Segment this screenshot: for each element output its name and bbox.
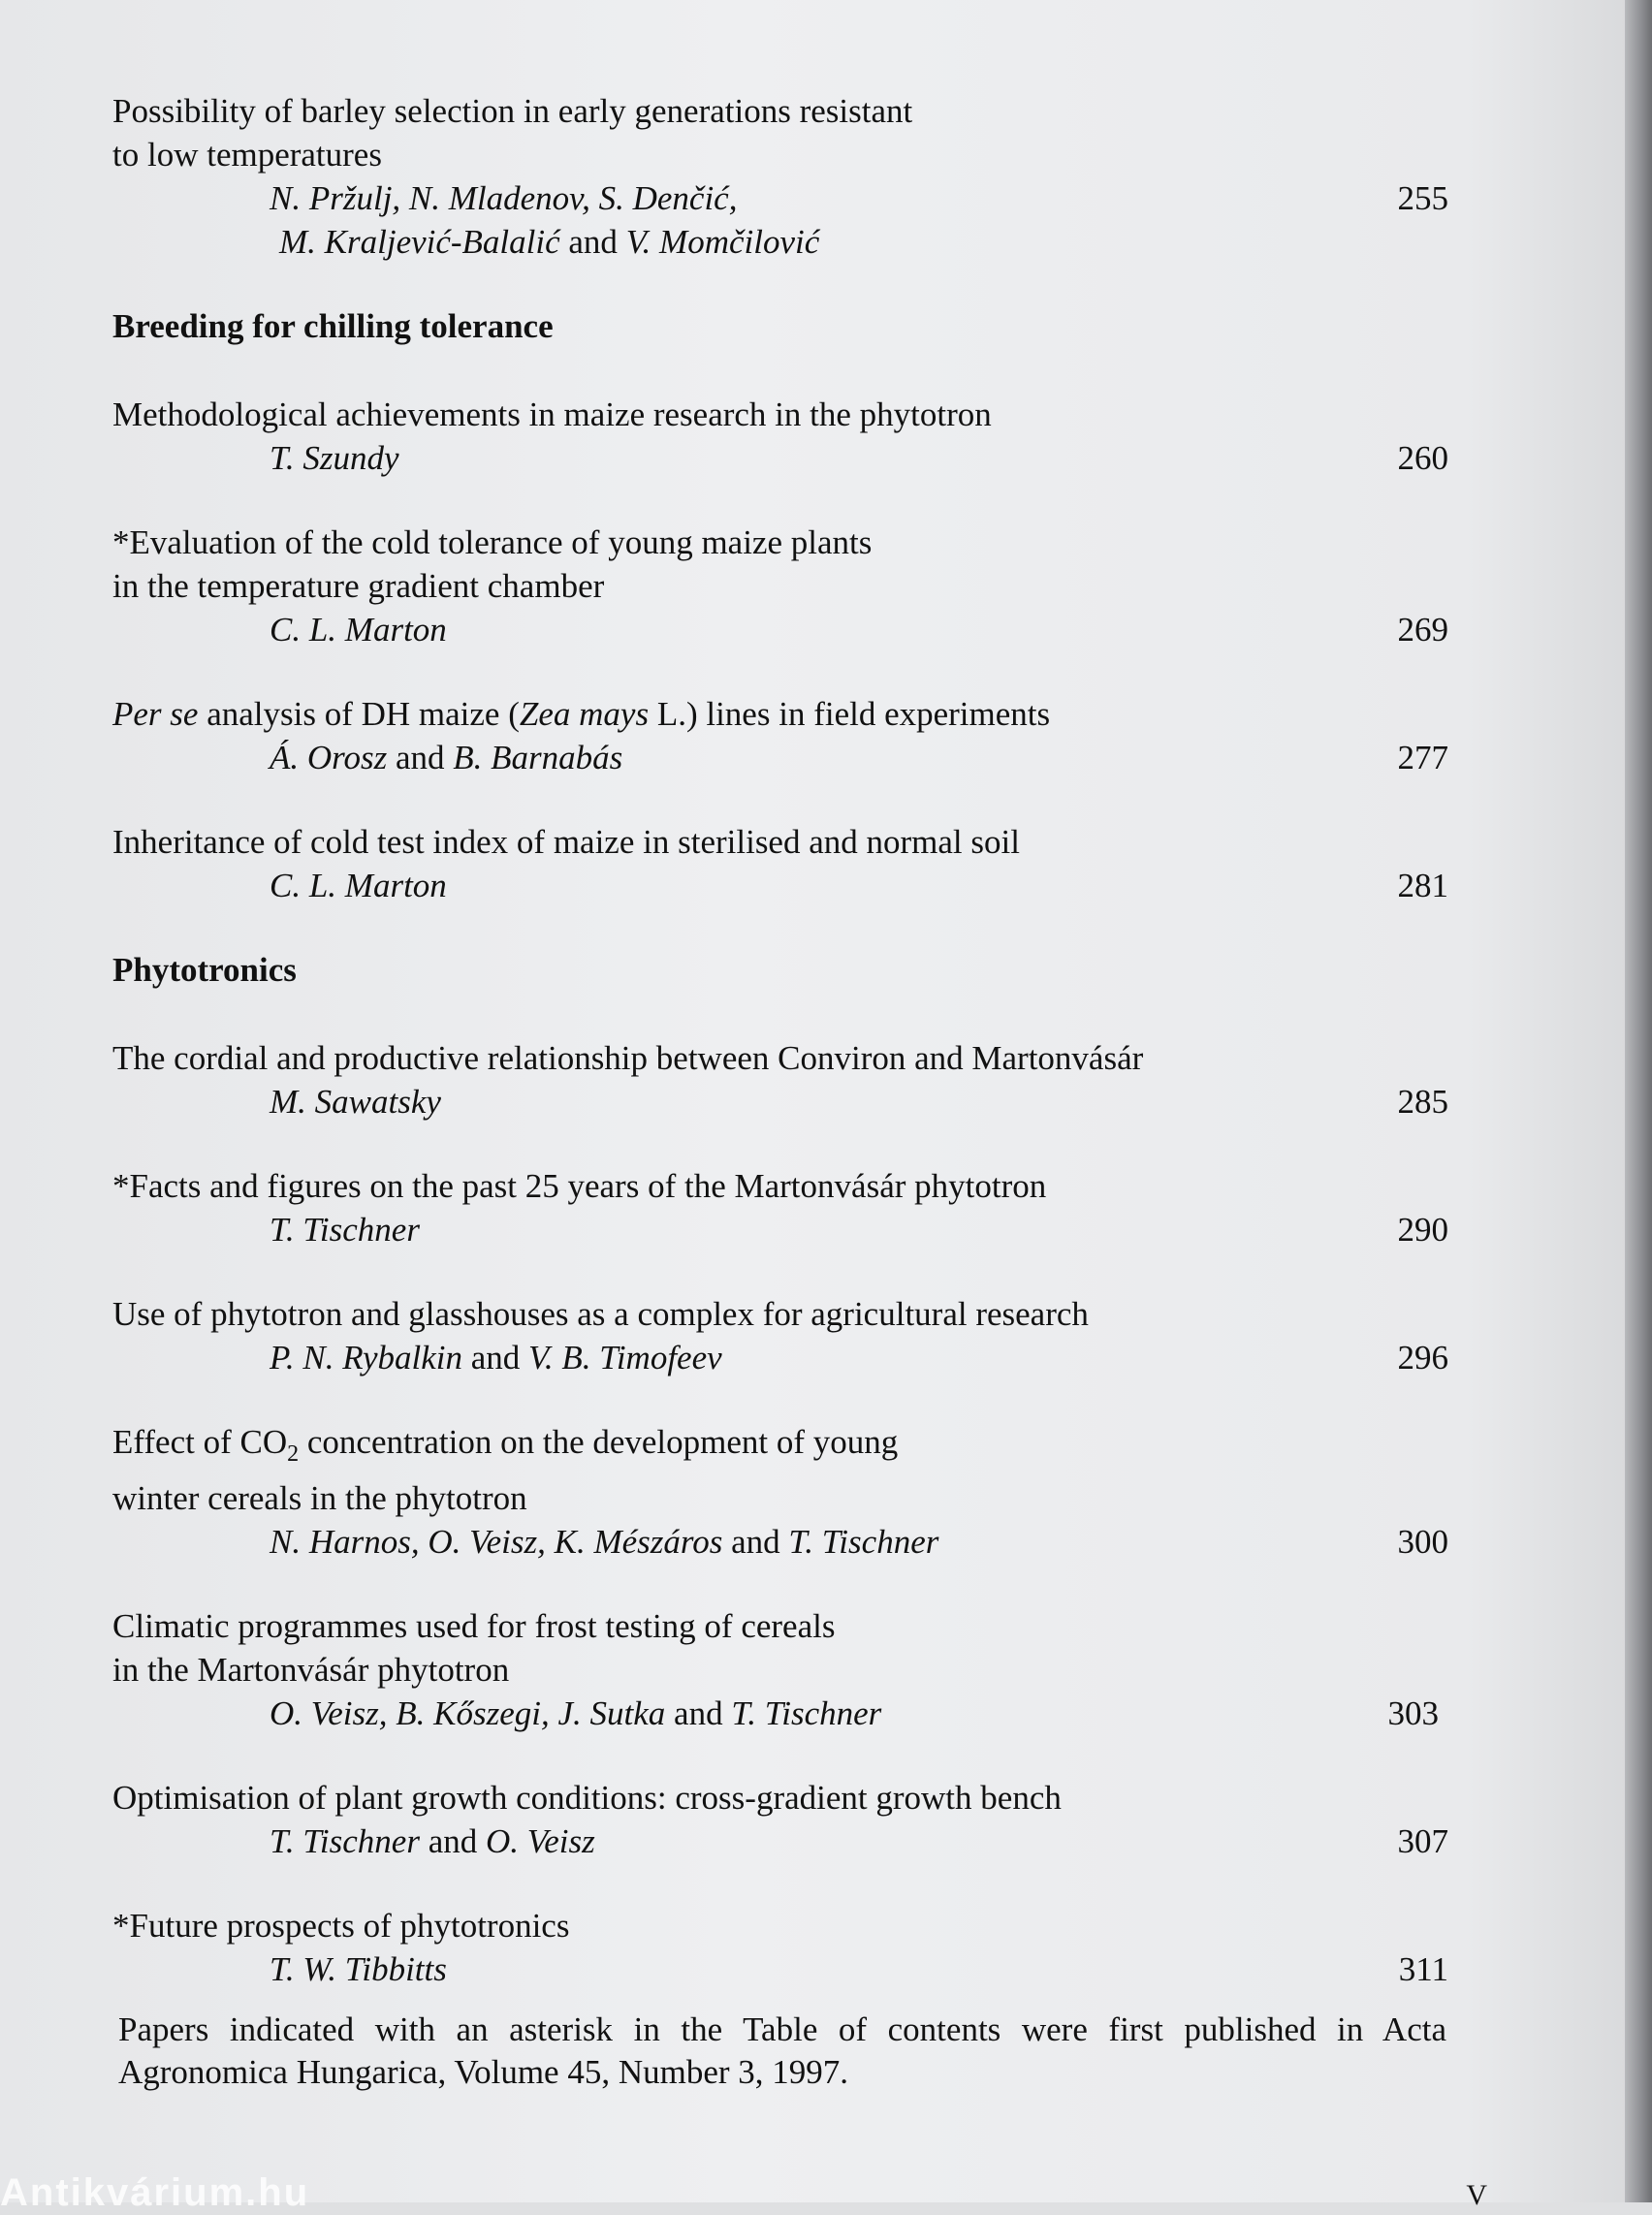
entry-page-number: 277 [1397, 739, 1448, 776]
entry-title: in the Martonvásár phytotron [112, 1651, 510, 1689]
toc-entry [112, 393, 1448, 480]
entry-title: Possibility of barley selection in early generations resistant [112, 92, 913, 130]
entry-title: Optimisation of plant growth conditions: cross-gradient growth bench [112, 1779, 1062, 1817]
entry-title: Climatic programmes used for frost testing of cereals [112, 1607, 836, 1645]
entry-title: *Future prospects of phytotronics [112, 1907, 570, 1945]
entry-page-number: 307 [1397, 1822, 1448, 1860]
toc-entry [112, 1292, 1448, 1379]
entry-page-number: 303 [1387, 1694, 1439, 1732]
footnote: Papers indicated with an asterisk in the Table of contents were first published in Acta Agronomica Hungarica, Volume 45, Number 3, 1997. [118, 2010, 1446, 2091]
entry-title: Methodological achievements in maize research in the phytotron [112, 396, 992, 433]
entry-title: *Facts and figures on the past 25 years of the Martonvásár phytotron [112, 1167, 1047, 1205]
section-heading: Phytotronics [112, 951, 297, 989]
section-heading: Breeding for chilling tolerance [112, 307, 554, 345]
entry-authors: T. W. Tibbitts [270, 1950, 447, 1988]
entry-page-number: 281 [1397, 867, 1448, 904]
entry-authors: T. Tischner and O. Veisz [270, 1822, 595, 1860]
entry-authors: C. L. Marton [270, 867, 447, 904]
entry-authors: Á. Orosz and B. Barnabás [270, 739, 623, 776]
entry-authors: O. Veisz, B. Kőszegi, J. Sutka and T. Tischner [270, 1694, 882, 1732]
entry-title: *Evaluation of the cold tolerance of young maize plants [112, 523, 873, 561]
entry-page-number: 255 [1397, 179, 1448, 217]
entry-authors: N. Pržulj, N. Mladenov, S. Denčić, [270, 179, 738, 217]
book-spine-shadow [1625, 0, 1652, 2202]
entry-page-number: 269 [1397, 611, 1448, 649]
toc-entry [112, 89, 1448, 264]
toc-entry [112, 692, 1448, 779]
entry-page-number: 285 [1397, 1083, 1448, 1121]
entry-authors: M. Kraljević-Balalić and V. Momčilović [279, 223, 820, 261]
entry-authors: M. Sawatsky [270, 1083, 441, 1121]
toc-entry [112, 1904, 1448, 1991]
entry-title: Inheritance of cold test index of maize in sterilised and normal soil [112, 823, 1020, 861]
entry-title: Effect of $CO_2$ concentration on the development of young [112, 1423, 899, 1467]
toc-entry [112, 1164, 1448, 1251]
entry-authors: T. Tischner [270, 1211, 420, 1249]
watermark: Antikvárium.hu [0, 2171, 310, 2214]
entry-authors: T. Szundy [270, 439, 399, 477]
toc-entry [112, 1604, 1448, 1735]
toc-entry [112, 820, 1448, 907]
entry-authors: C. L. Marton [270, 611, 447, 649]
entry-page-number: 300 [1397, 1523, 1448, 1561]
entry-title: winter cereals in the phytotron [112, 1479, 527, 1517]
entry-page-number: 311 [1398, 1950, 1448, 1988]
entry-authors: N. Harnos, O. Veisz, K. Mészáros and T. Tischner [270, 1523, 939, 1561]
entry-page-number: 296 [1397, 1339, 1448, 1376]
toc-entry [112, 1776, 1448, 1863]
entry-page-number: 260 [1397, 439, 1448, 477]
entry-title: to low temperatures [112, 136, 382, 174]
page-number: V [1466, 2179, 1487, 2211]
toc-entry [112, 1036, 1448, 1123]
entry-title: Per se analysis of DH maize (Zea mays L.) lines in field experiments [112, 695, 1051, 733]
toc-entry [112, 521, 1448, 651]
toc-entry [112, 1420, 1448, 1564]
entry-title: The cordial and productive relationship between Conviron and Martonvásár [112, 1039, 1144, 1077]
entry-page-number: 290 [1397, 1211, 1448, 1249]
table-of-contents [112, 89, 1448, 2032]
entry-title: Use of phytotron and glasshouses as a complex for agricultural research [112, 1295, 1089, 1333]
entry-authors: P. N. Rybalkin and V. B. Timofeev [270, 1339, 722, 1376]
entry-title: in the temperature gradient chamber [112, 567, 605, 605]
